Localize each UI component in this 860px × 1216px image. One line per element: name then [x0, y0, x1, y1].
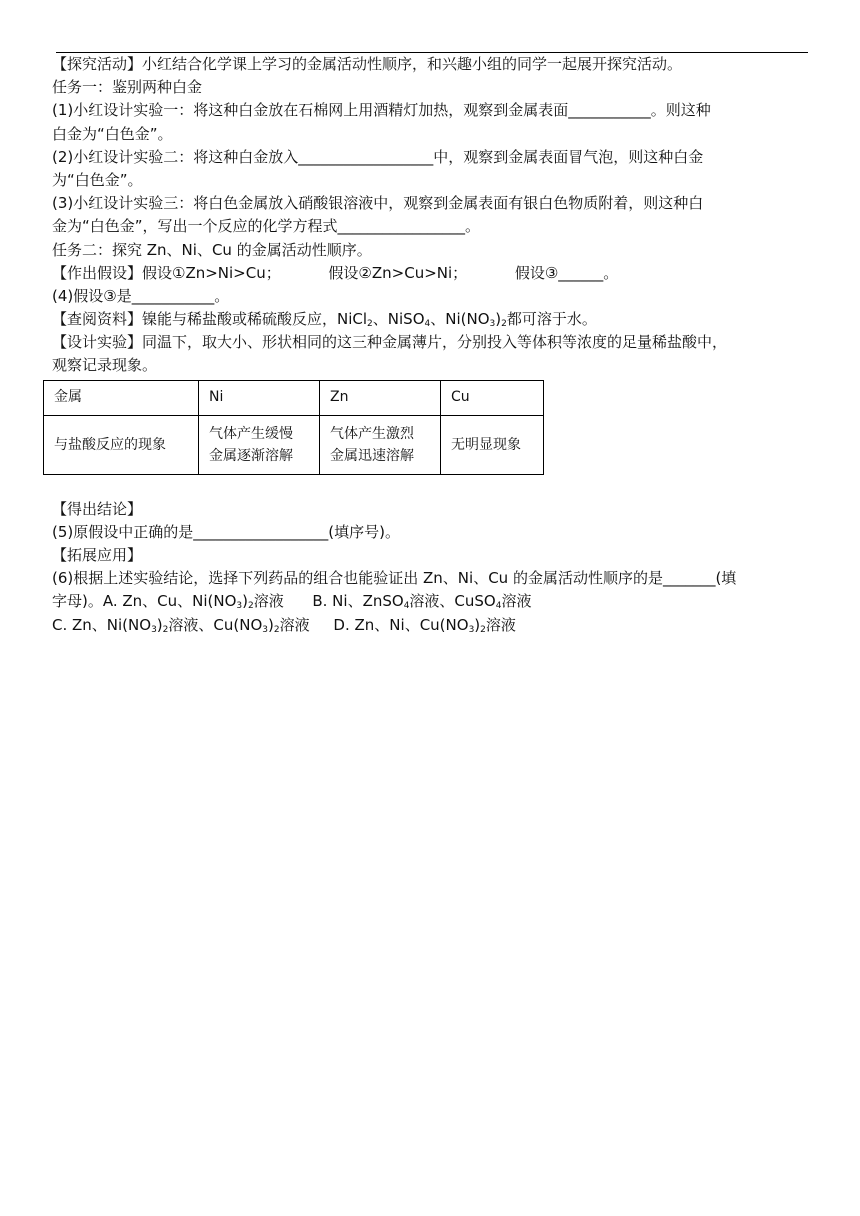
q3-line-2: 金为“白色金”，写出一个反应的化学方程式_________________。 — [52, 217, 481, 236]
opt-a-sub-2: 2 — [248, 601, 254, 612]
q4-line: (4)假设③是___________。 — [52, 286, 230, 305]
ref-text-e: 都可溶于水。 — [506, 310, 597, 329]
table-row — [44, 415, 544, 474]
opt-d-text-2: 溶液 — [485, 615, 516, 634]
design-line-2: 观察记录现象。 — [52, 356, 158, 375]
results-table — [43, 380, 544, 475]
opt-a-text: 字母)。A. Zn、Cu、Ni(NO — [52, 592, 237, 611]
header-zn: Zn — [320, 380, 441, 415]
header-cu: Cu — [441, 380, 544, 415]
opt-b-sub-1: 4 — [403, 601, 410, 612]
hypothesis-line: 【作出假设】假设①Zn>Ni>Cu； 假设②Zn>Cu>Ni； 假设③______。 — [52, 263, 619, 282]
opt-c-sub-4: 2 — [273, 624, 280, 635]
ref-sub-a: 2 — [367, 319, 373, 330]
opt-a-paren: ) — [242, 592, 249, 611]
table-header-row — [44, 380, 544, 415]
q5-line: (5)原假设中正确的是__________________(填序号)。 — [52, 522, 400, 541]
opt-b-text-2: 溶液、CuSO — [409, 592, 496, 611]
q2-line-2: 为“白色金”。 — [52, 170, 143, 189]
task-one-heading: 任务一：鉴别两种白金 — [52, 78, 203, 97]
opt-b-sub-2: 4 — [495, 601, 502, 612]
ref-text-a: 【查阅资料】镍能与稀盐酸或稀硫酸反应，NiCl — [52, 310, 368, 329]
ref-sub-d: 2 — [501, 319, 507, 330]
cu-result: 无明显现象 — [441, 415, 544, 474]
opt-d-sub-2: 2 — [480, 624, 486, 635]
opt-b-text: 溶液 B. Ni、ZnSO — [253, 592, 404, 611]
reference-line — [52, 308, 812, 331]
conclusion-heading: 【得出结论】 — [52, 499, 143, 518]
opt-d-paren: ) — [474, 615, 481, 634]
opt-d-sub-1: 3 — [468, 624, 475, 635]
question-content — [52, 53, 812, 637]
header-metal: 金属 — [44, 380, 199, 415]
zn-result-b: 金属迅速溶解 — [330, 447, 414, 464]
opt-c-paren: ) — [156, 615, 163, 634]
opt-b-text-3: 溶液 — [501, 592, 532, 611]
opt-c-sub-3: 3 — [262, 624, 268, 635]
opt-a-sub-1: 3 — [236, 601, 243, 612]
ni-result-a: 气体产生缓慢 — [209, 425, 293, 442]
header-ni: Ni — [199, 380, 320, 415]
q6-line-1: (6)根据上述实验结论，选择下列药品的组合也能验证出 Zn、Ni、Cu 的金属活动性顺序的是_______(填 — [52, 569, 737, 588]
zn-result — [320, 415, 441, 474]
ref-text-c: 、Ni(NO — [430, 310, 490, 329]
task-two-heading: 任务二：探究 Zn、Ni、Cu 的金属活动性顺序。 — [52, 240, 372, 259]
design-line-1: 【设计实验】同温下，取大小、形状相同的这三种金属薄片，分别投入等体积等浓度的足量稀盐酸中， — [52, 333, 728, 352]
q3-line-1: (3)小红设计实验三：将白色金属放入硝酸银溶液中，观察到金属表面有银白色物质附着，则这种白 — [52, 194, 704, 213]
ni-result — [199, 415, 320, 474]
opt-c-sub-2: 2 — [162, 624, 169, 635]
q2-line-1: (2)小红设计实验二：将这种白金放入__________________中，观察到金属表面冒气泡，则这种白金 — [52, 147, 704, 166]
q1-line-1: (1)小红设计实验一：将这种白金放在石棉网上用酒精灯加热，观察到金属表面___________。则这种 — [52, 101, 711, 120]
row-label: 与盐酸反应的现象 — [44, 415, 199, 474]
intro-line: 【探究活动】小红结合化学课上学习的金属活动性顺序，和兴趣小组的同学一起展开探究活动。 — [52, 55, 683, 73]
ni-result-b: 金属逐渐溶解 — [209, 447, 293, 464]
opt-c-paren-2: ) — [268, 615, 274, 634]
zn-result-a: 气体产生激烈 — [330, 425, 414, 442]
extension-heading: 【拓展应用】 — [52, 546, 143, 564]
ref-text-b: 、NiSO — [372, 310, 425, 329]
opt-c-sub-1: 3 — [151, 624, 157, 635]
q6-options-ab — [52, 590, 812, 613]
ref-sub-b: 4 — [424, 319, 431, 330]
ref-text-d: ) — [495, 310, 502, 329]
spacer — [52, 475, 812, 498]
ref-sub-c: 3 — [489, 319, 496, 330]
opt-d-text: 溶液 D. Zn、Ni、Cu(NO — [279, 615, 469, 634]
opt-c-text-2: 溶液、Cu(NO — [168, 615, 263, 634]
q6-options-cd — [52, 614, 812, 637]
opt-c-text: C. Zn、Ni(NO — [52, 615, 152, 634]
q1-line-2: 白金为“白色金”。 — [52, 124, 173, 143]
